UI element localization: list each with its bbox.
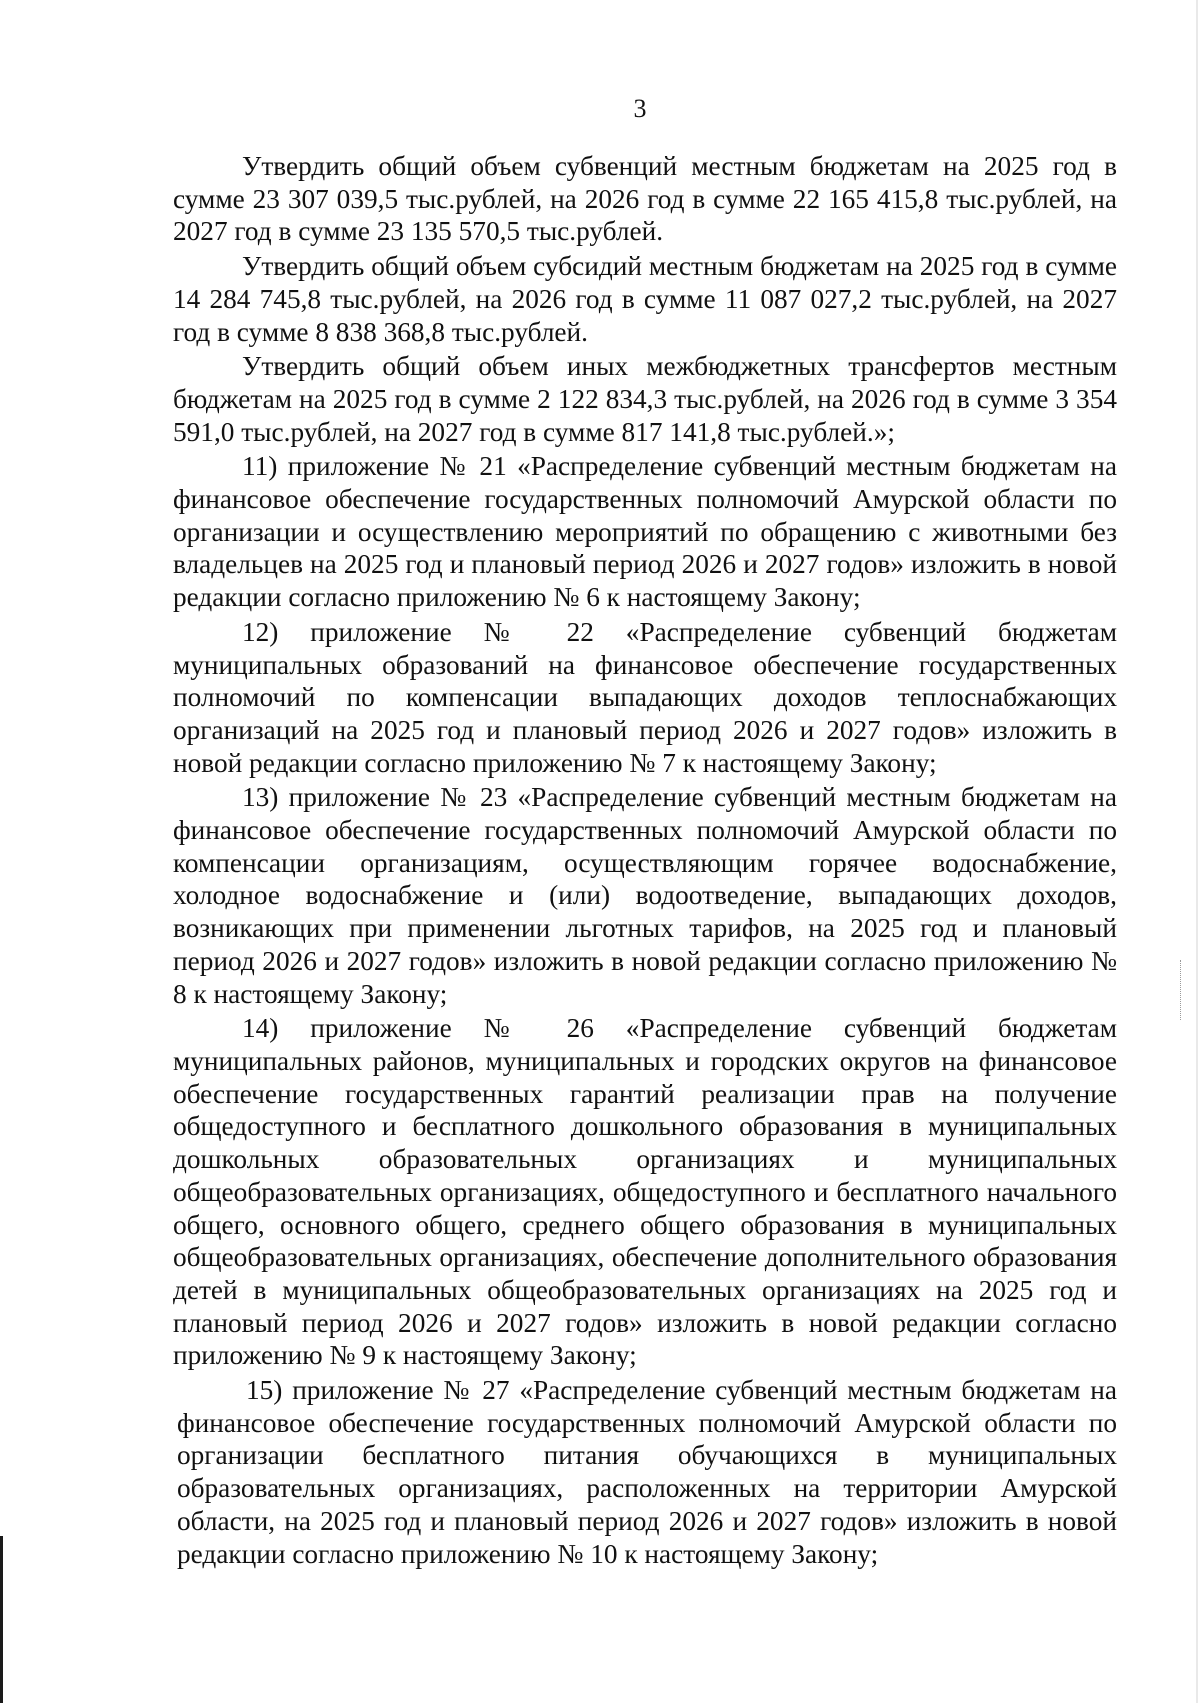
paragraph-other-transfers-total: Утвердить общий объем иных межбюджетных трансфертов местным бюджетам на 2025 год в сумме 2 122 834,3 тыс.рублей, на 2026 год в сумме 3 354 591,0 тыс.рублей, на 2027 год в сумме 817 141,8 тыс.рублей.»; — [173, 351, 1117, 447]
paragraph-item-14: 14) приложение № 26 «Распределение субвенций бюджетам муниципальных районов, муниципальных и городских округов на финансовое обеспечение государственных гарантий реализации прав на получение общедоступного и бесплатного дошкольного образования в муниципальных дошкольных образовательных организациях и муниципальных общеобразовательных организациях, общедоступного и бесплатного начального общего, основного общего, среднего общего образования в муниципальных общеобразовательных организациях, обеспечение дополнительного образования детей в муниципальных общеобразовательных организациях на 2025 год и плановый период 2026 и 2027 годов» изложить в новой редакции согласно приложению № 9 к настоящему Закону; — [173, 1013, 1117, 1371]
paragraph-item-13: 13) приложение № 23 «Распределение субвенций местным бюджетам на финансовое обеспечение государственных полномочий Амурской области по компенсации организациям, осуществляющим горячее водоснабжение, холодное водоснабжение и (или) водоотведение, выпадающих доходов, возникающих при применении льготных тарифов, на 2025 год и плановый период 2026 и 2027 годов» изложить в новой редакции согласно приложению № 8 к настоящему Закону; — [173, 782, 1117, 1009]
paragraph-item-15: 15) приложение № 27 «Распределение субвенций местным бюджетам на финансовое обеспечение государственных полномочий Амурской области по организации бесплатного питания обучающихся в муниципальных образовательных организациях, расположенных на территории Амурской области, на 2025 год и плановый период 2026 и 2027 годов» изложить в новой редакции согласно приложению № 10 к настоящему Закону; — [177, 1375, 1117, 1569]
scan-edge-right — [1196, 0, 1198, 1703]
document-body — [173, 150, 1117, 1572]
paragraph-subsidies-total: Утвердить общий объем субсидий местным бюджетам на 2025 год в сумме 14 284 745,8 тыс.рублей, на 2026 год в сумме 11 087 027,2 тыс.рублей, на 2027 год в сумме 8 838 368,8 тыс.рублей. — [173, 251, 1117, 347]
paragraph-item-12: 12) приложение № 22 «Распределение субвенций бюджетам муниципальных образований на финансовое обеспечение государственных полномочий по компенсации выпадающих доходов теплоснабжающих организаций на 2025 год и плановый период 2026 и 2027 годов» изложить в новой редакции согласно приложению № 7 к настоящему Закону; — [173, 616, 1117, 778]
page-number: 3 — [633, 94, 647, 123]
paragraph-subventions-total: Утвердить общий объем субвенций местным бюджетам на 2025 год в сумме 23 307 039,5 тыс.рублей, на 2026 год в сумме 22 165 415,8 тыс.рублей, на 2027 год в сумме 23 135 570,5 тыс.рублей. — [173, 151, 1117, 247]
paragraph-item-11: 11) приложение № 21 «Распределение субвенций местным бюджетам на финансовое обеспечение государственных полномочий Амурской области по организации и осуществлению мероприятий по обращению с животными без владельцев на 2025 год и плановый период 2026 и 2027 годов» изложить в новой редакции согласно приложению № 6 к настоящему Закону; — [173, 451, 1117, 613]
scan-artifact — [1180, 960, 1182, 1020]
scan-edge-left — [0, 1536, 3, 1703]
